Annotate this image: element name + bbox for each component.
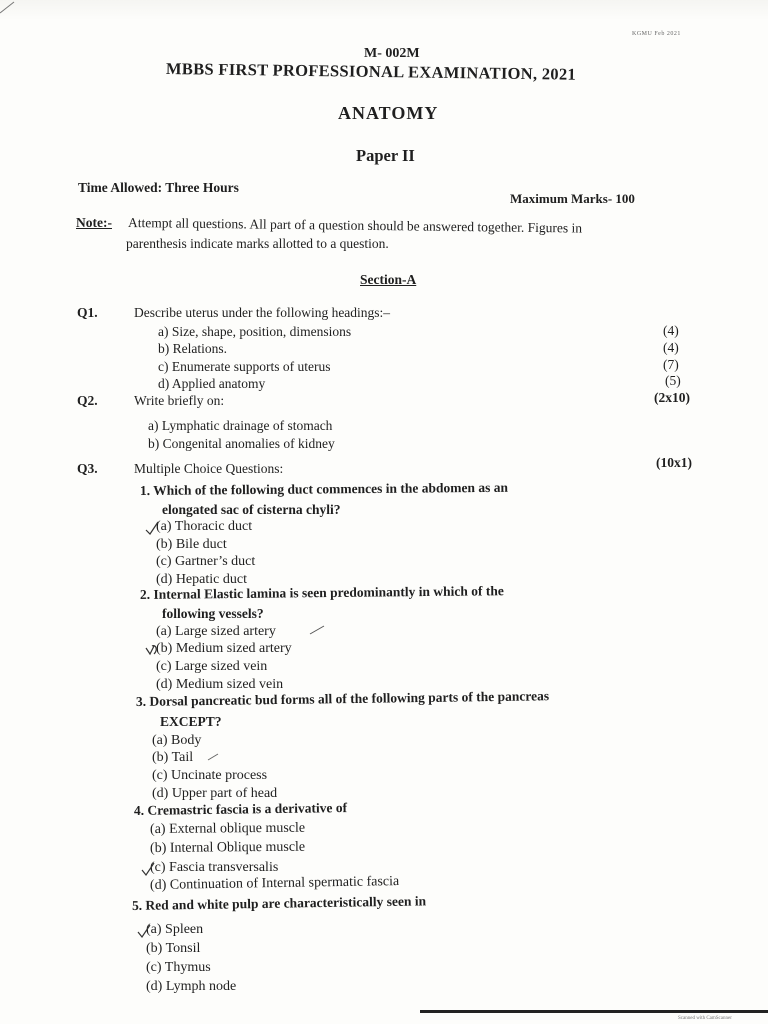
note-line-1: Attempt all questions. All part of a question should be answered together. Figures in [127,215,583,236]
mcq-5-option-d: (d) Lymph node [146,979,237,994]
mcq-1-question-line-2: elongated sac of cisterna chyli? [162,502,341,517]
mcq-3-question-line-2: EXCEPT? [160,714,222,729]
pen-tick-mark [308,624,326,636]
pen-tick-mark [144,520,160,536]
pen-tick-mark [206,752,220,762]
mcq-3-question-line-1: 3. Dorsal pancreatic bud forms all of the following parts of the pancreas [135,688,550,709]
q1-item-c: c) Enumerate supports of uterus [158,359,331,374]
corner-stamp: KGMU Feb 2021 [632,31,681,37]
time-allowed: Time Allowed: Three Hours [78,180,239,195]
scanner-watermark: Scanned with CamScanner [678,1016,732,1021]
mcq-1-option-a: (a) Thoracic duct [156,519,253,534]
section-heading: Section-A [360,272,417,287]
note-line-2: parenthesis indicate marks allotted to a question. [126,236,389,251]
mcq-5-option-c: (c) Thymus [146,960,211,975]
page-shadow [0,0,768,20]
mcq-5-question-line-1: 5. Red and white pulp are characteristically seen in [131,893,427,913]
q1-item-c-marks: (7) [663,357,679,372]
mcq-3-option-b: (b) Tail [152,750,194,765]
mcq-2-option-c: (c) Large sized vein [156,659,268,674]
q1-item-b: b) Relations. [158,341,227,356]
q1-item-a-marks: (4) [663,323,679,338]
bottom-edge-bar [420,1010,768,1013]
q2-item-b: b) Congenital anomalies of kidney [148,436,335,451]
pen-tick-mark [136,923,152,939]
mcq-1-option-b: (b) Bile duct [156,537,227,552]
mcq-4-option-b: (b) Internal Oblique muscle [149,839,306,856]
mcq-4-option-a: (a) External oblique muscle [149,820,306,837]
q3-marks: (10x1) [656,455,692,470]
q1-number: Q1. [77,305,98,320]
q1-item-d: d) Applied anatomy [158,376,266,391]
q2-number: Q2. [77,393,98,408]
q2-marks: (2x10) [654,390,690,405]
note-label: Note:- [76,215,112,230]
q2-item-a: a) Lymphatic drainage of stomach [148,418,333,433]
mcq-1-option-c: (c) Gartner’s duct [156,554,256,569]
q1-item-b-marks: (4) [663,340,679,355]
paper-number: Paper II [356,146,415,165]
mcq-2-option-b: (b) Medium sized artery [156,641,292,656]
paper-code: M- 002M [364,46,420,61]
mcq-2-question-line-2: following vessels? [162,606,264,621]
mcq-5-option-b: (b) Tonsil [146,941,201,956]
q1-text: Describe uterus under the following headings:– [134,305,391,320]
pen-tick-mark [144,642,160,658]
mcq-4-question-line-1: 4. Cremastric fascia is a derivative of [133,800,348,818]
mcq-2-question-line-1: 2. Internal Elastic lamina is seen predominantly in which of the [139,583,504,602]
q3-text: Multiple Choice Questions: [134,461,284,476]
mcq-3-option-c: (c) Uncinate process [152,768,268,783]
q1-item-d-marks: (5) [665,373,681,388]
q2-text: Write briefly on: [134,393,225,408]
mcq-1-option-d: (d) Hepatic duct [156,572,247,587]
mcq-2-option-d: (d) Medium sized vein [156,677,284,692]
q1-item-a: a) Size, shape, position, dimensions [158,324,352,339]
mcq-4-option-d: (d) Continuation of Internal spermatic fascia [149,874,400,893]
q3-number: Q3. [77,461,98,476]
pen-tick-mark [140,861,156,877]
subject-title: ANATOMY [338,103,439,123]
maximum-marks: Maximum Marks- 100 [510,191,635,206]
mcq-4-option-c: (c) Fascia transversalis [150,860,279,875]
corner-pen-mark [0,0,20,14]
mcq-1-question-line-1: 1. Which of the following duct commences in the abdomen as an [139,479,509,498]
mcq-3-option-d: (d) Upper part of head [152,786,278,801]
mcq-3-option-a: (a) Body [152,733,202,748]
mcq-2-option-a: (a) Large sized artery [156,624,276,639]
exam-title: MBBS FIRST PROFESSIONAL EXAMINATION, 2021 [165,59,577,84]
mcq-5-option-a: (a) Spleen [146,922,204,937]
